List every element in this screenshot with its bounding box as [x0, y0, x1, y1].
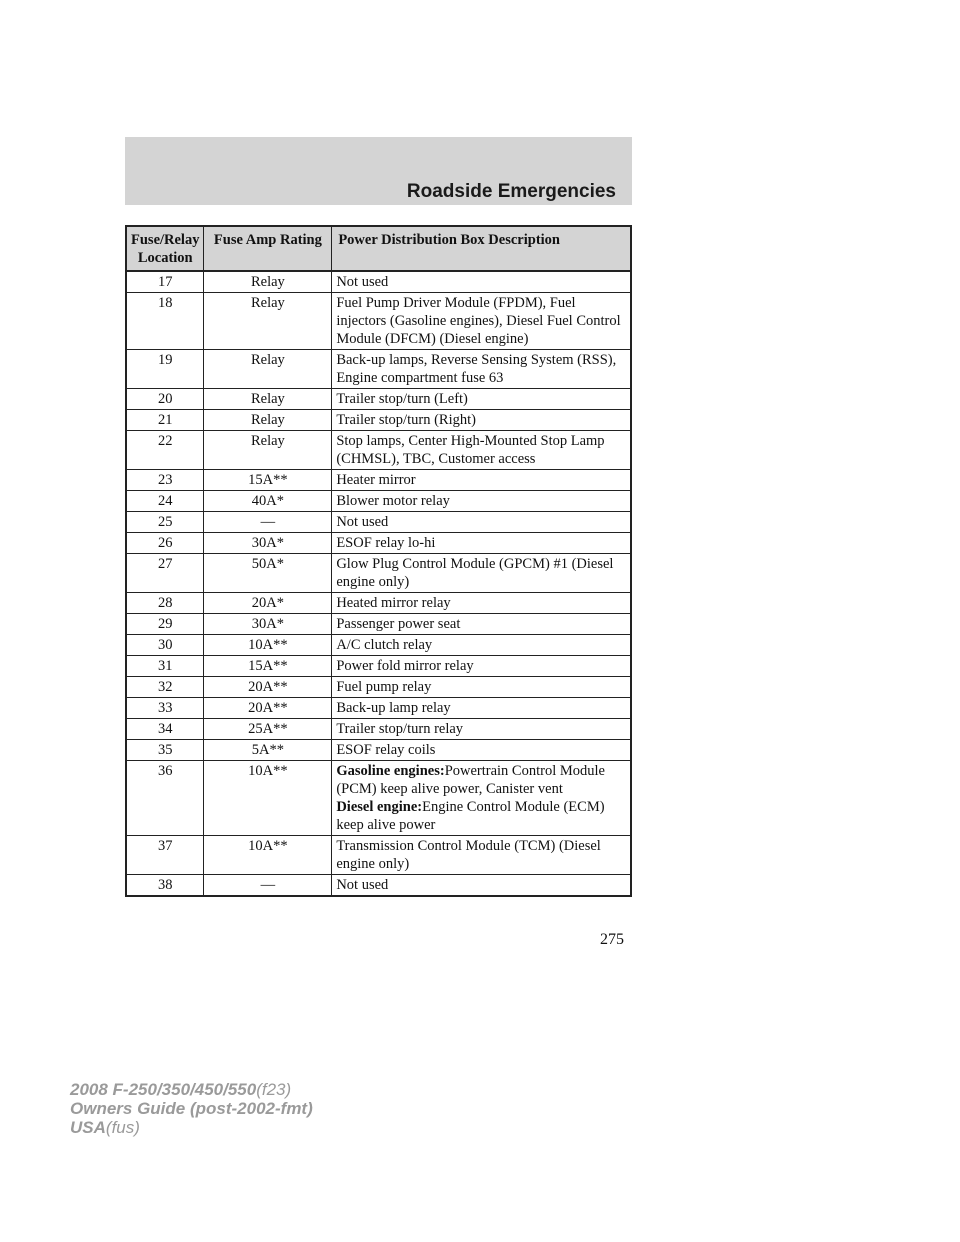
cell-rating: 30A*	[204, 533, 332, 554]
table-row	[126, 677, 631, 698]
section-header-band	[125, 137, 632, 205]
cell-rating: 50A*	[204, 554, 332, 593]
description-label: Gasoline engines:	[336, 763, 445, 779]
header-location: Fuse/Relay Location	[126, 226, 204, 271]
cell-location: 18	[126, 293, 204, 350]
table-row	[126, 410, 631, 431]
cell-location: 20	[126, 389, 204, 410]
table-row	[126, 470, 631, 491]
table-row	[126, 698, 631, 719]
description-text: Powertrain Control Module (PCM) keep alive power, Canister vent	[336, 763, 605, 797]
table-row	[126, 740, 631, 761]
cell-location: 26	[126, 533, 204, 554]
footer-line-2	[70, 1099, 313, 1118]
cell-rating: 30A*	[204, 614, 332, 635]
cell-description: Back-up lamp relay	[332, 698, 631, 719]
cell-rating: Relay	[204, 410, 332, 431]
cell-rating: Relay	[204, 271, 332, 293]
cell-description: Trailer stop/turn (Left)	[332, 389, 631, 410]
cell-rating: 10A**	[204, 836, 332, 875]
table-row	[126, 389, 631, 410]
table-row	[126, 512, 631, 533]
cell-description: ESOF relay coils	[332, 740, 631, 761]
cell-rating: 40A*	[204, 491, 332, 512]
cell-rating: 20A**	[204, 698, 332, 719]
cell-rating: Relay	[204, 293, 332, 350]
cell-description: Stop lamps, Center High-Mounted Stop Lamp (CHMSL), TBC, Customer access	[332, 431, 631, 470]
cell-location: 35	[126, 740, 204, 761]
footer-market-code: (fus)	[105, 1118, 140, 1137]
cell-rating: 10A**	[204, 761, 332, 836]
table-row	[126, 431, 631, 470]
header-description: Power Distribution Box Description	[332, 226, 631, 271]
cell-description: Passenger power seat	[332, 614, 631, 635]
cell-location: 17	[126, 271, 204, 293]
table-row	[126, 491, 631, 512]
footer-market: USA	[70, 1118, 106, 1137]
table-row	[126, 293, 631, 350]
cell-rating: 20A*	[204, 593, 332, 614]
cell-description: Glow Plug Control Module (GPCM) #1 (Diesel engine only)	[332, 554, 631, 593]
cell-location: 28	[126, 593, 204, 614]
cell-rating: 10A**	[204, 635, 332, 656]
cell-rating: 15A**	[204, 656, 332, 677]
cell-rating: Relay	[204, 350, 332, 389]
cell-rating: 20A**	[204, 677, 332, 698]
footer-line-1	[70, 1080, 313, 1099]
cell-location: 30	[126, 635, 204, 656]
cell-description: Trailer stop/turn relay	[332, 719, 631, 740]
description-label: Diesel engine:	[336, 799, 423, 815]
cell-location: 33	[126, 698, 204, 719]
fuse-table-body	[126, 271, 631, 896]
cell-rating: Relay	[204, 389, 332, 410]
cell-rating: 15A**	[204, 470, 332, 491]
cell-location: 25	[126, 512, 204, 533]
cell-description: A/C clutch relay	[332, 635, 631, 656]
cell-location: 21	[126, 410, 204, 431]
cell-rating: —	[204, 512, 332, 533]
cell-location: 22	[126, 431, 204, 470]
cell-description: Fuel pump relay	[332, 677, 631, 698]
cell-location: 29	[126, 614, 204, 635]
cell-location: 27	[126, 554, 204, 593]
document-footer	[70, 1080, 313, 1137]
fuse-table-header	[126, 226, 631, 271]
header-rating: Fuse Amp Rating	[204, 226, 332, 271]
cell-location: 37	[126, 836, 204, 875]
cell-description: Fuel Pump Driver Module (FPDM), Fuel injectors (Gasoline engines), Diesel Fuel Control Module (DFCM) (Diesel engine)	[332, 293, 631, 350]
footer-line-3	[70, 1118, 313, 1137]
cell-description: Heater mirror	[332, 470, 631, 491]
table-row	[126, 875, 631, 897]
cell-location: 38	[126, 875, 204, 897]
footer-model-code: (f23)	[256, 1080, 292, 1099]
cell-rating: 5A**	[204, 740, 332, 761]
cell-description: Transmission Control Module (TCM) (Diesel engine only)	[332, 836, 631, 875]
cell-rating: 25A**	[204, 719, 332, 740]
cell-description: Back-up lamps, Reverse Sensing System (RSS), Engine compartment fuse 63	[332, 350, 631, 389]
cell-description: Power fold mirror relay	[332, 656, 631, 677]
fuse-table	[125, 225, 632, 897]
cell-rating: —	[204, 875, 332, 897]
table-row	[126, 836, 631, 875]
cell-location: 32	[126, 677, 204, 698]
cell-description: Blower motor relay	[332, 491, 631, 512]
cell-rating: Relay	[204, 431, 332, 470]
table-row	[126, 350, 631, 389]
cell-description	[332, 761, 631, 836]
cell-location: 23	[126, 470, 204, 491]
cell-location: 36	[126, 761, 204, 836]
table-row	[126, 761, 631, 836]
table-row	[126, 719, 631, 740]
cell-location: 31	[126, 656, 204, 677]
page-number: 275	[600, 931, 624, 948]
footer-guide: Owners Guide (post-2002-fmt)	[70, 1099, 313, 1118]
cell-description: Not used	[332, 271, 631, 293]
table-row	[126, 635, 631, 656]
table-row	[126, 614, 631, 635]
description-text: Engine Control Module (ECM) keep alive power	[336, 799, 605, 833]
cell-description: Not used	[332, 875, 631, 897]
footer-model: 2008 F-250/350/450/550	[70, 1080, 257, 1099]
cell-description: Trailer stop/turn (Right)	[332, 410, 631, 431]
cell-location: 24	[126, 491, 204, 512]
description-part	[336, 762, 626, 798]
cell-description: Heated mirror relay	[332, 593, 631, 614]
section-title: Roadside Emergencies	[406, 181, 616, 202]
cell-description: ESOF relay lo-hi	[332, 533, 631, 554]
table-row	[126, 533, 631, 554]
table-row	[126, 271, 631, 293]
table-row	[126, 656, 631, 677]
description-part	[336, 798, 626, 834]
cell-description: Not used	[332, 512, 631, 533]
table-row	[126, 593, 631, 614]
cell-location: 34	[126, 719, 204, 740]
cell-location: 19	[126, 350, 204, 389]
table-row	[126, 554, 631, 593]
